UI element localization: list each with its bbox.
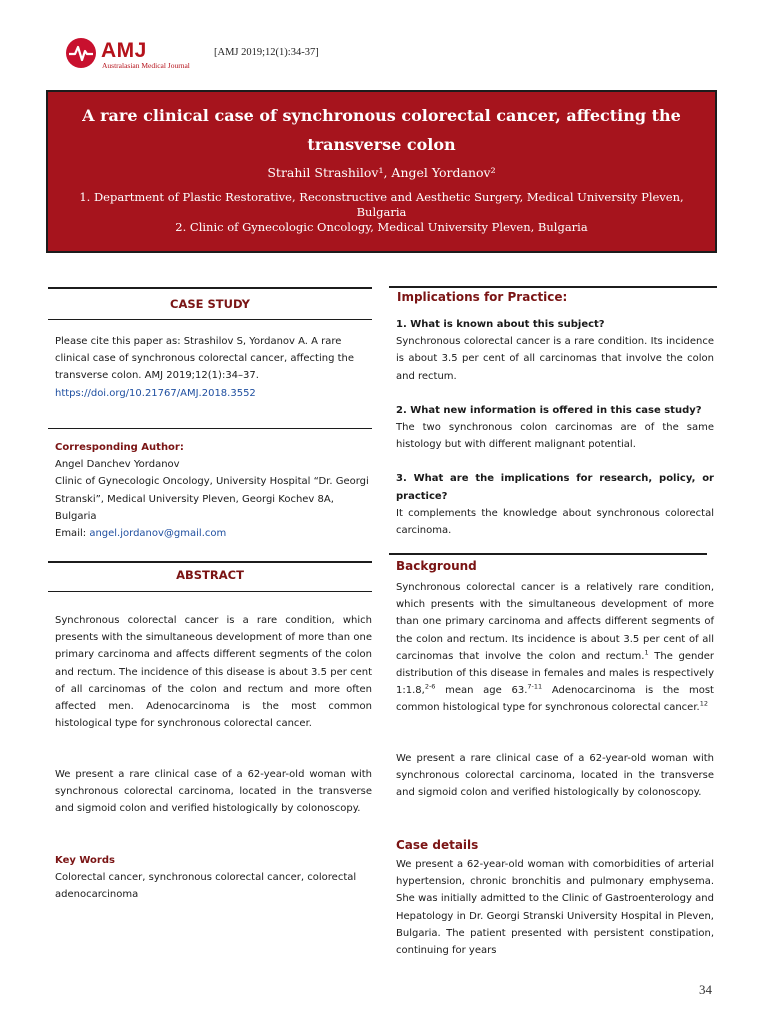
corresponding-author <box>55 439 373 542</box>
divider <box>48 428 372 429</box>
abstract-paragraph-2: We present a rare clinical case of a 62-year-old woman with synchronous colorectal carcinoma, located in the transverse and sigmoid colon and verified histologically by colonoscopy. <box>55 769 372 815</box>
affiliation-2: 2. Clinic of Gynecologic Oncology, Medical University Pleven, Bulgaria <box>175 220 588 234</box>
journal-logo <box>66 38 206 72</box>
abstract-paragraph-1: Synchronous colorectal cancer is a rare condition, which presents with the simultaneous development of more than one primary carcinoma and affects different segments of the colon and rectum. The incidence of this disease is about 3.5 per cent of all carcinomas of the colon and rectum and more often affected men. Adenocarcinoma is the most common histological type for synchronous colorectal cancer. <box>55 615 372 730</box>
reference: 1 <box>644 648 649 657</box>
heartbeat-logo-icon <box>66 38 96 68</box>
abstract-heading: ABSTRACT <box>176 568 244 582</box>
logo-subtitle: Australasian Medical Journal <box>102 61 190 70</box>
divider <box>389 286 717 288</box>
reference: 2-6 <box>424 682 436 691</box>
journal-citation: [AMJ 2019;12(1):34-37] <box>214 47 319 58</box>
logo-text: AMJ <box>101 39 147 62</box>
bg-text-a: Synchronous colorectal cancer is a relatively rare condition, which presents with the simultaneous development of more than one primary carcinoma and affects different segments of the colon and rectum. Its incidence is about 3.5 per cent of all carcinomas that involve the colon and rectum. <box>396 582 714 662</box>
email-link[interactable]: angel.jordanov@gmail.com <box>89 528 227 540</box>
question-2: 2. What new information is offered in this case study? <box>396 404 702 416</box>
divider <box>48 287 372 289</box>
background-paragraph-2: We present a rare clinical case of a 62-year-old woman with synchronous colorectal carcinoma, located in the transverse and sigmoid colon and verified histologically by colonoscopy. <box>396 753 714 799</box>
keywords-label: Key Words <box>55 855 115 866</box>
divider <box>48 561 372 563</box>
background-heading: Background <box>396 559 477 573</box>
divider <box>48 591 372 592</box>
bg-text-b: The gender distribution of this disease in females and males is respectively 1:1.8, <box>396 650 714 697</box>
question-1: 1. What is known about this subject? <box>396 319 605 330</box>
article-title: A rare clinical case of synchronous colorectal cancer, affecting the transverse colon <box>82 106 681 154</box>
background-paragraph-1 <box>396 579 714 717</box>
affiliation-1: 1. Department of Plastic Restorative, Reconstructive and Aesthetic Surgery, Medical University Pleven, Bulgaria <box>79 190 684 219</box>
doi-link[interactable]: https://doi.org/10.21767/AMJ.2018.3552 <box>55 387 256 399</box>
implications-heading: Implications for Practice: <box>397 290 568 304</box>
bg-text-c: mean age 63. <box>435 685 528 697</box>
answer-1: Synchronous colorectal cancer is a rare condition. Its incidence is about 3.5 per cent of all carcinomas that involve the colon and rectum. <box>396 336 714 382</box>
case-study-heading: CASE STUDY <box>170 297 250 311</box>
corresponding-label: Corresponding Author: <box>55 442 184 453</box>
divider <box>48 319 372 320</box>
page-number: 34 <box>699 982 712 997</box>
question-3: 3. What are the implications for research, policy, or practice? <box>396 473 714 502</box>
author-address: Clinic of Gynecologic Oncology, University Hospital “Dr. Georgi Stranski”, Medical University Pleven, Georgi Kochev 8A, Bulgaria <box>55 476 369 522</box>
case-details-heading: Case details <box>396 838 479 852</box>
email-label: Email: <box>55 528 87 540</box>
author-name: Angel Danchev Yordanov <box>55 459 180 471</box>
bg-text-d: Adenocarcinoma is the most common histological type for synchronous colorectal cancer. <box>396 685 714 714</box>
answer-3: It complements the knowledge about synchronous colorectal carcinoma. <box>396 507 714 537</box>
implications-block <box>396 316 714 539</box>
divider <box>389 553 707 555</box>
title-banner <box>46 90 717 253</box>
reference: 7-11 <box>527 682 543 691</box>
cite-note <box>55 333 373 402</box>
keywords <box>55 852 372 904</box>
cite-text: Please cite this paper as: Strashilov S, Yordanov A. A rare clinical case of synchronous colorectal cancer, affecting the transverse colon. AMJ 2019;12(1):34–37. <box>55 336 355 382</box>
authors: Strahil Strashilov¹, Angel Yordanov² <box>267 165 496 180</box>
reference: 12 <box>699 700 708 709</box>
answer-2: The two synchronous colon carcinomas are of the same histology but with different malignant potential. <box>396 422 714 451</box>
keywords-text: Colorectal cancer, synchronous colorectal cancer, colorectal adenocarcinoma <box>55 872 357 901</box>
case-details-paragraph: We present a 62-year-old woman with comorbidities of arterial hypertension, chronic bronchitis and pulmonary emphysema. She was initially admitted to the Clinic of Gastroenterology and Hepatology in Dr. Georgi Stranski University Hospital in Pleven, Bulgaria. The patient presented with persistent constipation, continuing for years <box>396 859 714 957</box>
